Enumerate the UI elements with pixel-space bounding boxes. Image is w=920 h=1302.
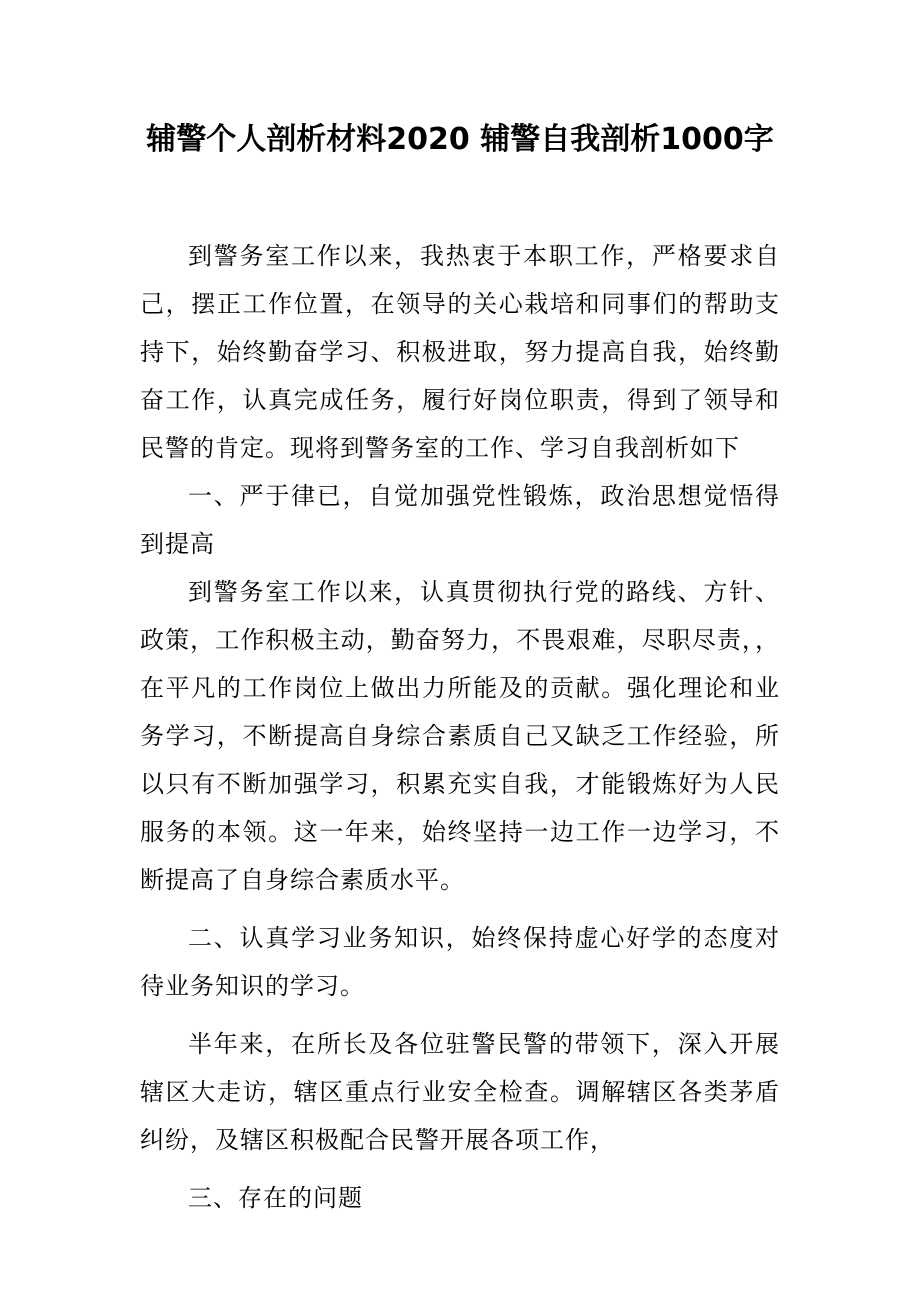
section-heading-3: 三、存在的问题 xyxy=(188,1184,363,1212)
paragraph-section-2: 半年来，在所长及各位驻警民警的带领下，深入开展辖区大走访，辖区重点行业安全检查。调解辖区各类茅盾纠纷，及辖区积极配合民警开展各项工作， xyxy=(140,1030,780,1154)
section-heading-2: 二、认真学习业务知识，始终保持虚心好学的态度对待业务知识的学习。 xyxy=(140,924,780,1000)
document-title: 辅警个人剖析材料2020 辅警自我剖析1000字 xyxy=(146,122,774,157)
paragraph-intro: 到警务室工作以来，我热衷于本职工作，严格要求自己，摆正工作位置，在领导的关心栽培和同事们的帮助支持下，始终勤奋学习、积极进取，努力提高自我，始终勤奋工作，认真完成任务，履行好岗位职责，得到了领导和民警的肯定。现将到警务室的工作、学习自我剖析如下 xyxy=(140,242,780,462)
document-body xyxy=(140,232,780,1222)
section-heading-1: 一、严于律已，自觉加强党性锻炼，政治思想觉悟得到提高 xyxy=(140,482,780,558)
paragraph-section-1: 到警务室工作以来，认真贯彻执行党的路线、方针、政策，工作积极主动，勤奋努力，不畏艰难，尽职尽责，，在平凡的工作岗位上做出力所能及的贡献。强化理论和业务学习，不断提高自身综合素质自己又缺乏工作经验，所以只有不断加强学习，积累充实自我，才能锻炼好为人民服务的本领。这一年来，始终坚持一边工作一边学习，不断提高了自身综合素质水平。 xyxy=(140,578,780,894)
